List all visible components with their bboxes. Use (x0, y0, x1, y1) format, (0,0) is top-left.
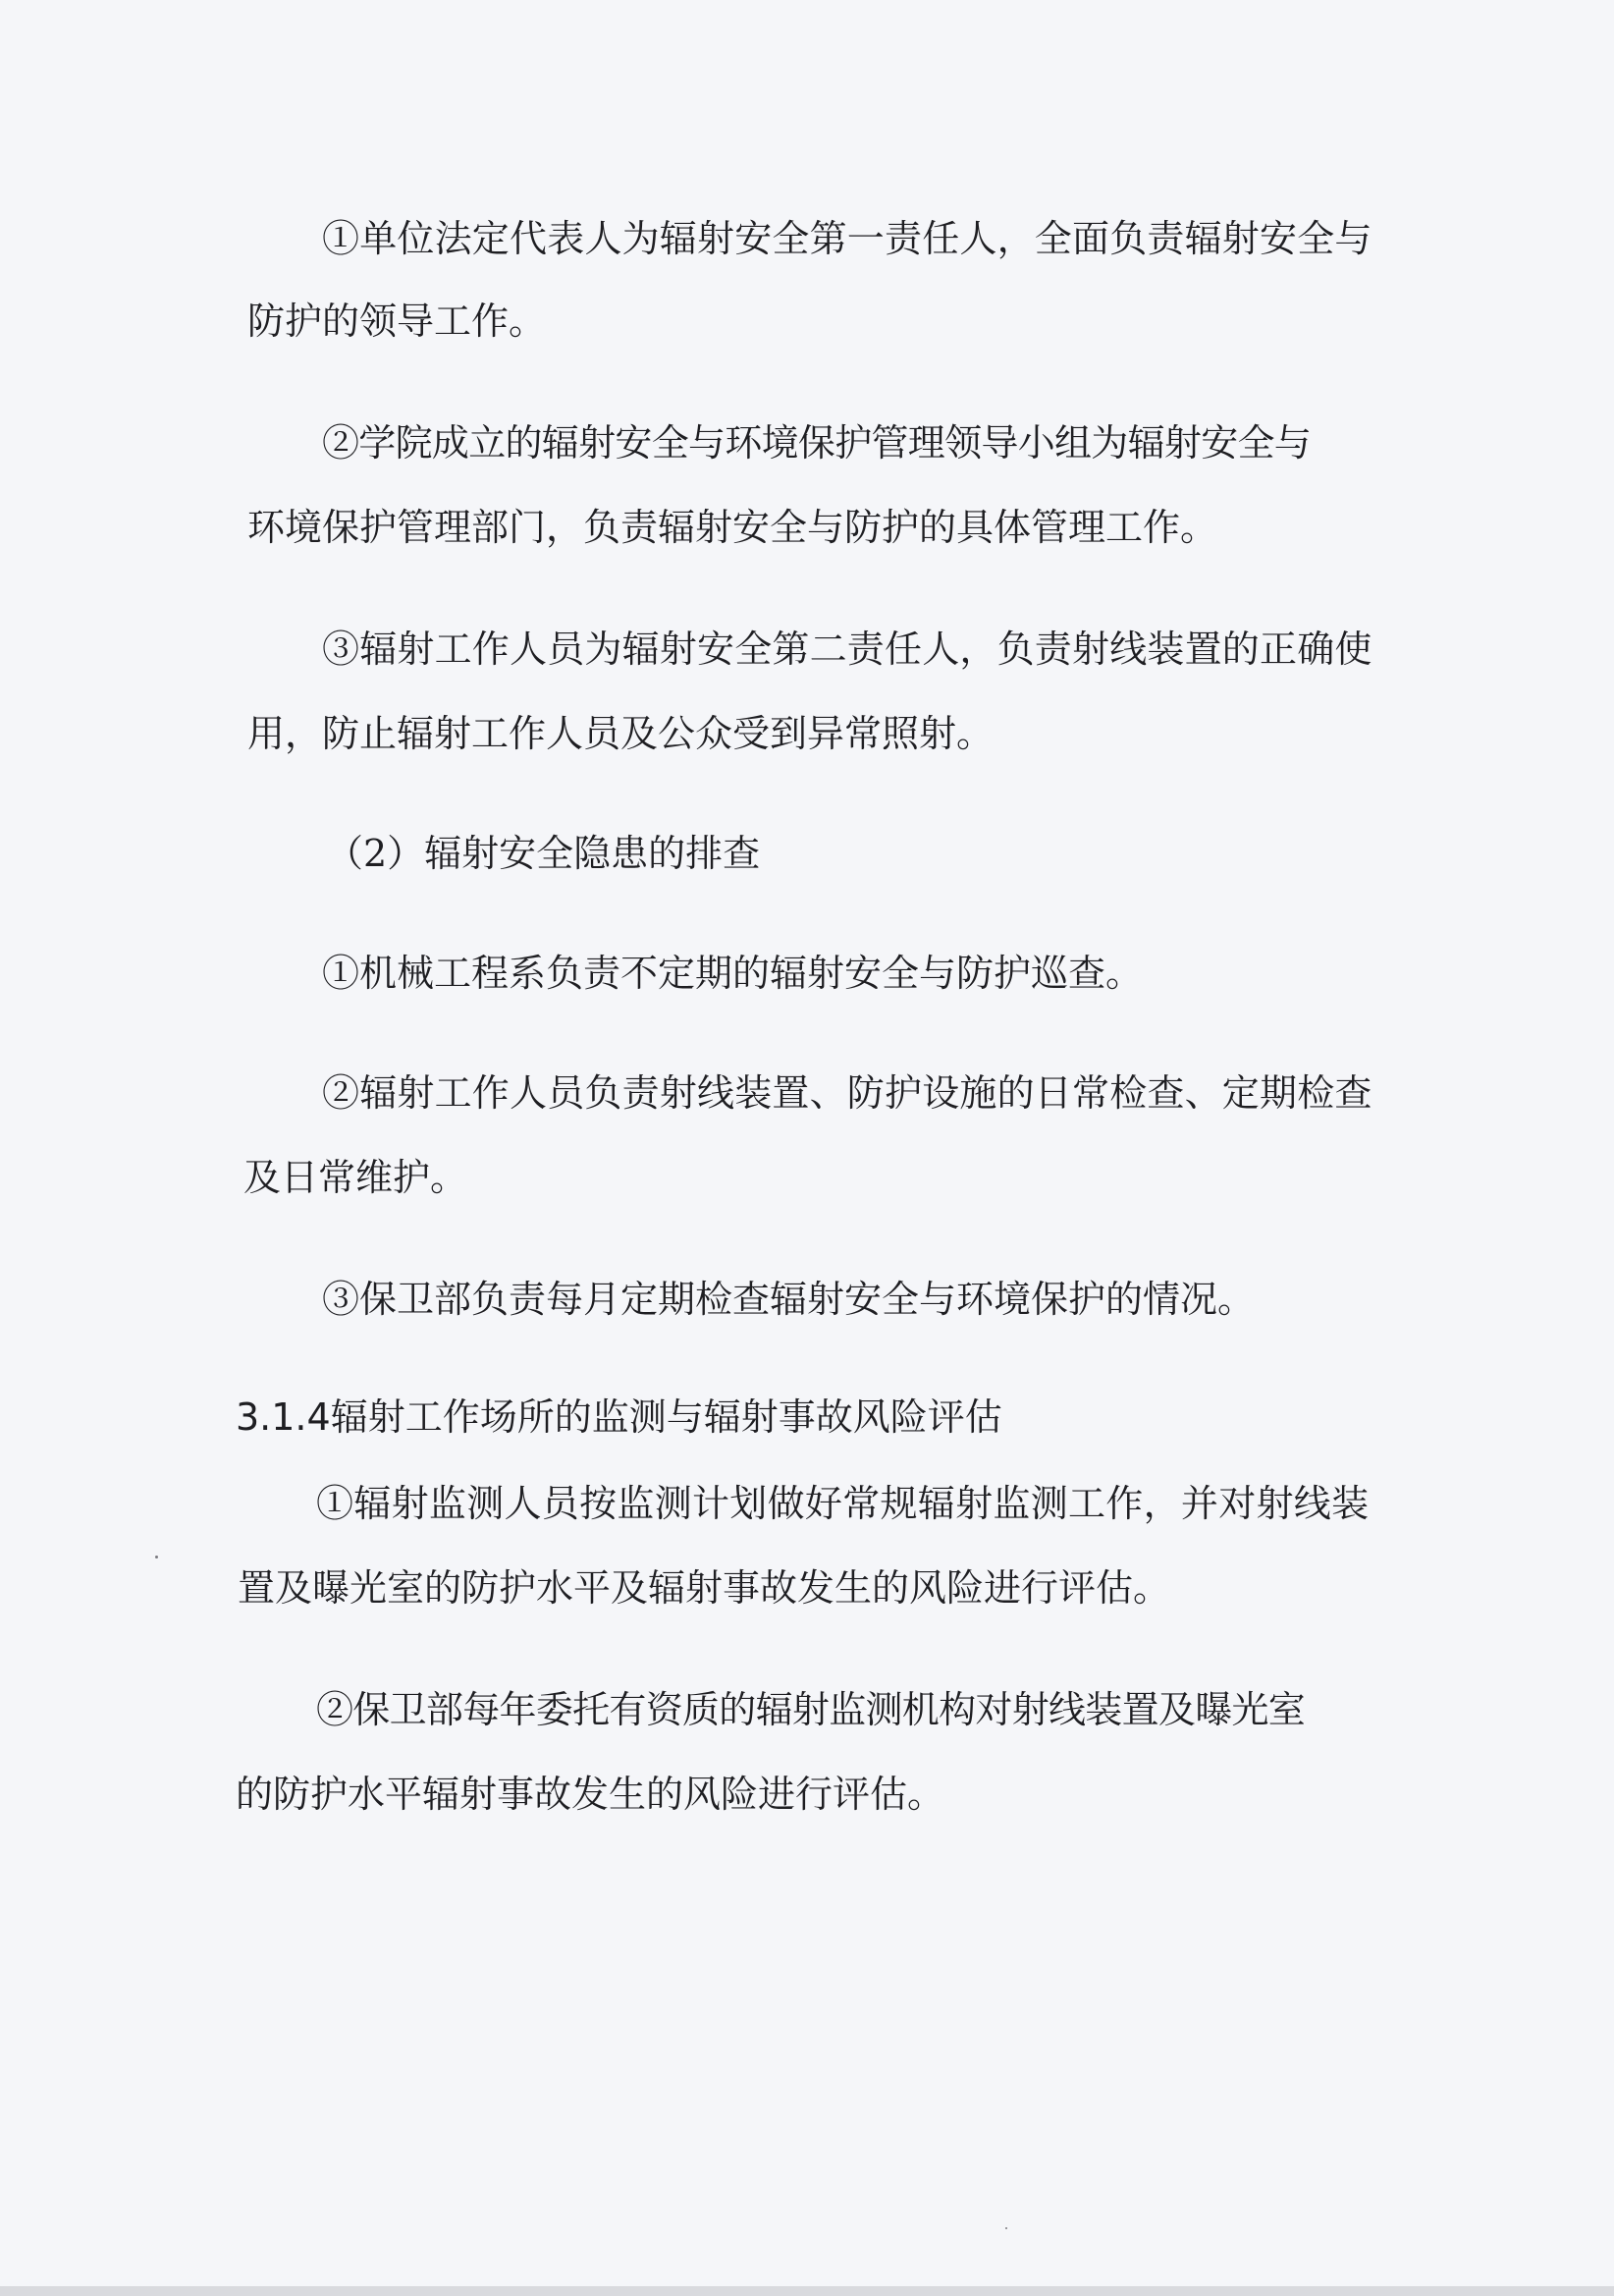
paragraph-3-line-2: 用，防止辐射工作人员及公众受到异常照射。 (247, 712, 995, 755)
paragraph-9-line-1: ②保卫部每年委托有资质的辐射监测机构对射线装置及曝光室 (316, 1688, 1306, 1731)
paragraph-8-line-2: 置及曝光室的防护水平及辐射事故发生的风险进行评估。 (238, 1566, 1171, 1610)
paragraph-7-line-1: ③保卫部负责每月定期检查辐射安全与环境保护的情况。 (322, 1278, 1256, 1321)
paragraph-1-line-2: 防护的领导工作。 (247, 300, 547, 343)
paragraph-1-line-1: ①单位法定代表人为辐射安全第一责任人，全面负责辐射安全与 (322, 217, 1372, 260)
scan-speck (155, 1556, 158, 1558)
paragraph-3-line-1: ③辐射工作人员为辐射安全第二责任人，负责射线装置的正确使 (322, 628, 1372, 671)
scan-bottom-edge (0, 2286, 1614, 2296)
subsection-heading-2: （2）辐射安全隐患的排查 (326, 832, 761, 875)
paragraph-6-line-1: ②辐射工作人员负责射线装置、防护设施的日常检查、定期检查 (322, 1071, 1372, 1115)
paragraph-2-line-1: ②学院成立的辐射安全与环境保护管理领导小组为辐射安全与 (322, 421, 1312, 465)
scan-speck (1005, 2227, 1007, 2229)
section-heading-3-1-4: 3.1.4辐射工作场所的监测与辐射事故风险评估 (236, 1395, 1002, 1439)
paragraph-9-line-2: 的防护水平辐射事故发生的风险进行评估。 (236, 1773, 945, 1816)
paragraph-2-line-2: 环境保护管理部门，负责辐射安全与防护的具体管理工作。 (247, 506, 1218, 549)
paragraph-6-line-2: 及日常维护。 (243, 1156, 468, 1199)
paragraph-8-line-1: ①辐射监测人员按监测计划做好常规辐射监测工作，并对射线装 (316, 1482, 1370, 1525)
paragraph-5-line-1: ①机械工程系负责不定期的辐射安全与防护巡查。 (322, 952, 1144, 995)
